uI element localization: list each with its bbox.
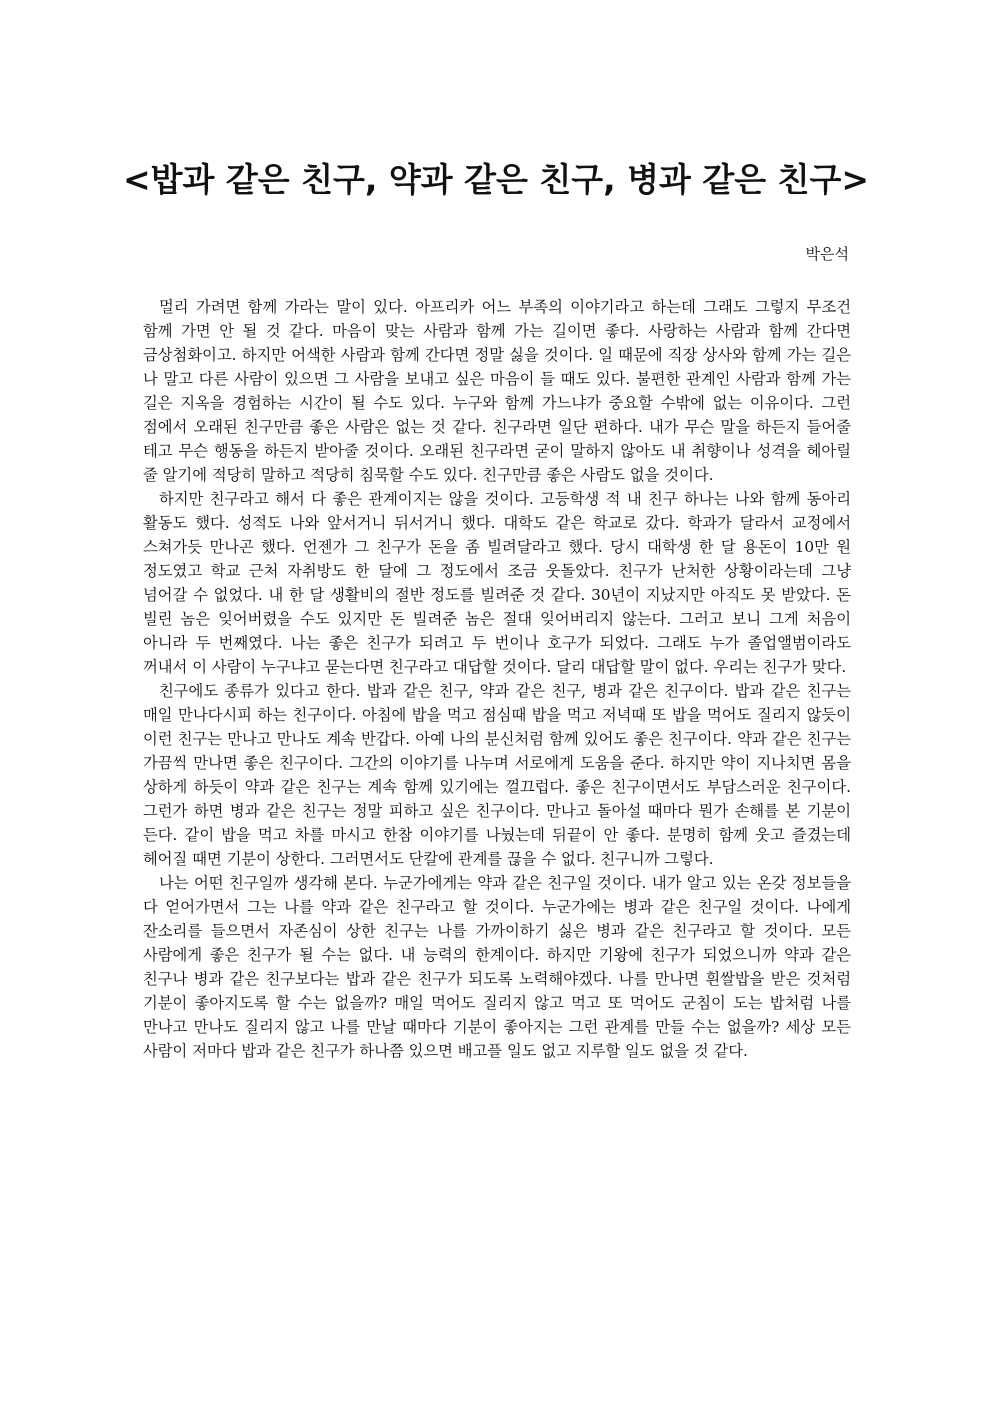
author-name: 박은석 [805, 245, 849, 263]
document-title: <밥과 같은 친구, 약과 같은 친구, 병과 같은 친구> [122, 160, 870, 199]
paragraph-4: 나는 어떤 친구일까 생각해 본다. 누군가에게는 약과 같은 친구일 것이다. 내가 알고 있는 온갖 정보들을 다 얻어가면서 그는 나를 약과 같은 친구라고 할 것이다. 누군가에는 병과 같은 친구일 것이다. 나에게 잔소리를 들으면서 자존심이 상한 친구는 나를 가까이하기 싫은 병과 같은 친구라고 할 것이다. 모든 사람에게 좋은 친구가 될 수는 없다. 내 능력의 한계이다. 하지만 기왕에 친구가 되었으니까 약과 같은 친구나 병과 같은 친구보다는 밥과 같은 친구가 되도록 노력해야겠다. 나를 만나면 흰쌀밥을 받은 것처럼 기분이 좋아지도록 할 수는 없을까? 매일 먹어도 질리지 않고 먹고 또 먹어도 군침이 도는 밥처럼 나를 만나고 만나도 질리지 않고 나를 만날 때마다 기분이 좋아지는 그런 관계를 만들 수는 없을까? 세상 모든 사람이 저마다 밥과 같은 친구가 하나쯤 있으면 배고플 일도 없고 지루할 일도 없을 것 같다. [143, 874, 851, 1060]
paragraph-2: 하지만 친구라고 해서 다 좋은 관계이지는 않을 것이다. 고등학생 적 내 친구 하나는 나와 함께 동아리 활동도 했다. 성적도 나와 앞서거니 뒤서거니 했다. 대학도 같은 학교로 갔다. 학과가 달라서 교정에서 스쳐가듯 만나곤 했다. 언젠가 그 친구가 돈을 좀 빌려달라고 했다. 당시 대학생 한 달 용돈이 10만 원 정도였고 학교 근처 자취방도 한 달에 그 정도에서 조금 웃돌았다. 친구가 난처한 상황이라는데 그냥 넘어갈 수 없었다. 내 한 달 생활비의 절반 정도를 빌려준 것 같다. 30년이 지났지만 아직도 못 받았다. 돈 빌린 놈은 잊어버렸을 수도 있지만 돈 빌려준 놈은 절대 잊어버리지 않는다. 그러고 보니 그게 처음이 아니라 두 번째였다. 나는 좋은 친구가 되려고 두 번이나 호구가 되었다. 그래도 누가 졸업앨범이라도 꺼내서 이 사람이 누구냐고 묻는다면 친구라고 대답할 것이다. 달리 대답할 말이 없다. 우리는 친구가 맞다. [143, 490, 851, 676]
paragraph-1: 멀리 가려면 함께 가라는 말이 있다. 아프리카 어느 부족의 이야기라고 하는데 그래도 그렇지 무조건 함께 가면 안 될 것 같다. 마음이 맞는 사람과 함께 가는 길이면 좋다. 사랑하는 사람과 함께 간다면 금상첨화이고. 하지만 어색한 사람과 함께 간다면 정말 싫을 것이다. 일 때문에 직장 상사와 함께 가는 길은 나 말고 다른 사람이 있으면 그 사람을 보내고 싶은 마음이 들 때도 있다. 불편한 관계인 사람과 함께 가는 길은 지옥을 경험하는 시간이 될 수도 있다. 누구와 함께 가느냐가 중요할 수밖에 없는 이유이다. 그런 점에서 오래된 친구만큼 좋은 사람은 없는 것 같다. 친구라면 일단 편하다. 내가 무슨 말을 하든지 들어줄 테고 무슨 행동을 하든지 받아줄 것이다. 오래된 친구라면 굳이 말하지 않아도 내 취향이나 성격을 헤아릴 줄 알기에 적당히 말하고 적당히 침묵할 수도 있다. 친구만큼 좋은 사람도 없을 것이다. [143, 298, 851, 484]
paragraph-3: 친구에도 종류가 있다고 한다. 밥과 같은 친구, 약과 같은 친구, 병과 같은 친구이다. 밥과 같은 친구는 매일 만나다시피 하는 친구이다. 아침에 밥을 먹고 점심때 밥을 먹고 저녁때 또 밥을 먹어도 질리지 않듯이 이런 친구는 만나고 만나도 계속 반갑다. 아예 나의 분신처럼 함께 있어도 좋은 친구이다. 약과 같은 친구는 가끔씩 만나면 좋은 친구이다. 그간의 이야기를 나누며 서로에게 도움을 준다. 하지만 약이 지나치면 몸을 상하게 하듯이 약과 같은 친구는 계속 함께 있기에는 껄끄럽다. 좋은 친구이면서도 부담스러운 친구이다. 그런가 하면 병과 같은 친구는 정말 피하고 싶은 친구이다. 만나고 돌아설 때마다 뭔가 손해를 본 기분이 든다. 같이 밥을 먹고 차를 마시고 한참 이야기를 나눴는데 뒤끝이 안 좋다. 분명히 함께 웃고 즐겼는데 헤어질 때면 기분이 상한다. 그러면서도 단칼에 관계를 끊을 수 없다. 친구니까 그렇다. [143, 682, 851, 868]
document-body [143, 295, 851, 1063]
